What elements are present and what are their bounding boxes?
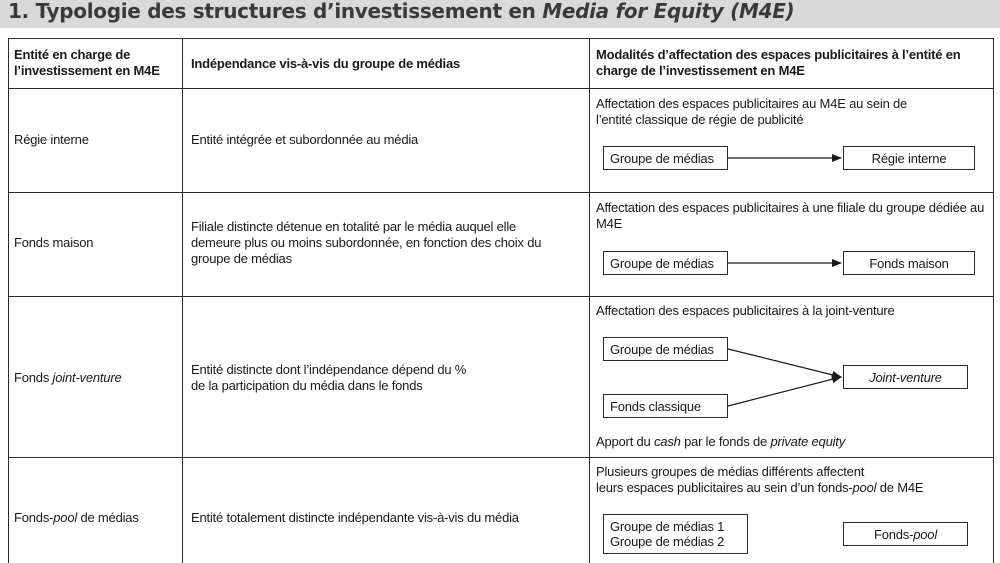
row4-description-line1: Plusieurs groupes de médias différents affectent <box>596 464 865 479</box>
row4-source-line1: Groupe de médias 1 <box>610 519 725 534</box>
row1-source-label: Groupe de médias <box>610 150 714 166</box>
row4-entity-emphasis: pool <box>53 510 78 525</box>
row2-source-label: Groupe de médias <box>610 255 714 271</box>
row3-note-cash: cash <box>654 434 681 449</box>
row3-independence-line2: de la participation du média dans le fonds <box>191 378 423 393</box>
row1-independence: Entité intégrée et subordonnée au média <box>191 132 419 147</box>
row2-independence: Filiale distincte détenue en totalité par le média auquel elle demeure plus ou moins subordonnée, en fonction des choix du groupe de médias <box>191 219 542 266</box>
row3-note-middle: par le fonds de <box>680 434 771 449</box>
row2-target-label: Fonds maison <box>869 255 949 271</box>
row3-note-private-equity: private equity <box>770 434 846 449</box>
row4-entity-prefix: Fonds- <box>14 510 54 525</box>
header-independence: Indépendance vis-à-vis du groupe de médias <box>191 56 461 71</box>
row3-source-fund-label: Fonds classique <box>610 398 701 414</box>
row2-entity: Fonds maison <box>14 235 94 250</box>
row1-target-label: Régie interne <box>871 150 947 166</box>
row4-independence: Entité totalement distincte indépendante vis-à-vis du média <box>191 510 519 525</box>
title-emphasis: Media for Equity (M4E) <box>542 0 795 23</box>
row4-source-line2: Groupe de médias 2 <box>610 534 725 549</box>
row1-description: Affectation des espaces publicitaires au M4E au sein de l’entité classique de régie de publicité <box>596 96 908 127</box>
header-entity: Entité en charge de l’investissement en M4E <box>14 47 160 78</box>
row3-arrow-media <box>728 349 841 377</box>
title-prefix: 1. Typologie des structures d’investissement en <box>8 0 543 23</box>
row3-arrow-fund <box>728 377 841 406</box>
row1-entity: Régie interne <box>14 132 89 147</box>
row4-entity-suffix: de médias <box>77 510 139 525</box>
row3-entity-emphasis: joint-venture <box>52 370 122 385</box>
row3-note-prefix: Apport du <box>596 434 654 449</box>
row4-target-emphasis: pool <box>913 526 938 542</box>
row3-source-media-label: Groupe de médias <box>610 341 714 357</box>
header-allocation: Modalités d’affectation des espaces publicitaires à l’entité en charge de l’investissement en M4E <box>596 47 961 78</box>
row3-entity-prefix: Fonds <box>14 370 53 385</box>
row4-desc-line2-prefix: leurs espaces publicitaires au sein d’un fonds- <box>596 480 853 495</box>
row4-desc-line2-emphasis: pool <box>852 480 877 495</box>
row3-description: Affectation des espaces publicitaires à la joint-venture <box>596 303 895 318</box>
row3-independence-line1: Entité distincte dont l’indépendance dépend du % <box>191 362 467 377</box>
row3-target-label: Joint-venture <box>869 369 942 385</box>
row2-description: Affectation des espaces publicitaires à une filiale du groupe dédiée au M4E <box>596 200 985 231</box>
row4-target-prefix: Fonds- <box>873 526 914 542</box>
row4-desc-line2-suffix: de M4E <box>876 480 924 495</box>
